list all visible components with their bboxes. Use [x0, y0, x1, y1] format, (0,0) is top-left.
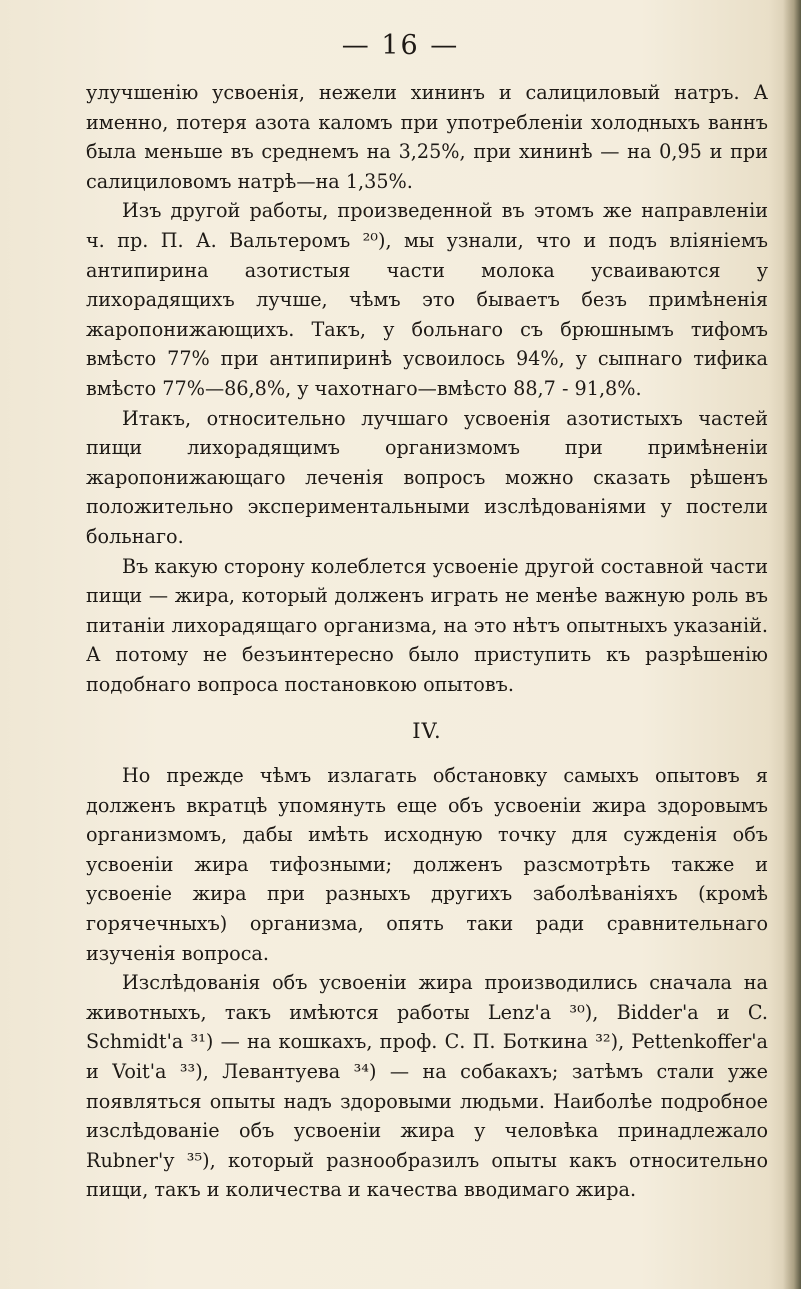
paragraph: улучшенію усвоенія, нежели хининъ и салициловый натръ. А именно, потеря азота каломъ при употребленіи холодныхъ ваннъ была меньше въ среднемъ на 3,25%, при хининѣ — на 0,95 и при салициловомъ натрѣ—на 1,35%.	[86, 81, 768, 193]
page-number: — 16 —	[341, 30, 460, 61]
section-heading: IV.	[412, 719, 442, 744]
body-text	[86, 78, 768, 1205]
paragraph: Въ какую сторону колеблется усвоеніе другой составной части пищи — жира, который долженъ играть не менѣе важную роль въ питаніи лихорадящаго организма, на это нѣтъ опытныхъ указаній. А потому не безъинтересно было приступить къ разрѣшенію подобнаго вопроса постановкою опытовъ.	[86, 554, 769, 696]
paragraph: Но прежде чѣмъ излагать обстановку самыхъ опытовъ я долженъ вкратцѣ упомянуть еще объ усвоеніи жира здоровымъ организмомъ, дабы имѣть исходную точку для сужденія объ усвоеніи жира тифозными; долженъ разсмотрѣть также и усвоеніе жира при разныхъ другихъ заболѣваніяхъ (кромѣ горячечныхъ) организма, опять таки ради сравнительнаго изученія вопроса.	[86, 764, 768, 965]
paragraph: Изслѣдованія объ усвоеніи жира производились сначала на животныхъ, такъ имѣются работы Lenz'a ³⁰), Bidder'a и C. Schmidt'a ³¹) — на кошкахъ, проф. С. П. Боткина ³²), Pettenkoffer'a и Voit'a ³³), Левантуева ³⁴) — на собакахъ; затѣмъ стали уже появляться опыты надъ здоровыми людьми. Наиболѣе подробное изслѣдованіе объ усвоеніи жира у человѣка принадлежало Rubner'у ³⁵), который разнообразилъ опыты какъ относительно пищи, такъ и количества и качества вводимаго жира.	[86, 971, 768, 1202]
page-edge-shadow	[783, 0, 801, 1289]
paragraph: Изъ другой работы, произведенной въ этомъ же направленіи ч. пр. П. А. Вальтеромъ ²⁰), мы узнали, что и подъ вліяніемъ антипирина азотистыя части молока усваиваются у лихорадящихъ лучше, чѣмъ это бываетъ безъ примѣненія жаропонижающихъ. Такъ, у больнаго съ брюшнымъ тифомъ вмѣсто 77% при антипиринѣ усвоилось 94%, у сыпнаго тифика вмѣсто 77%—86,8%, у чахотнаго—вмѣсто 88,7 - 91,8%.	[86, 199, 768, 400]
paragraph: Итакъ, относительно лучшаго усвоенія азотистыхъ частей пищи лихорадящимъ организмомъ при примѣненіи жаропонижающаго леченія вопросъ можно сказать рѣшенъ положительно экспериментальными изслѣдованіями у постели больнаго.	[86, 406, 768, 548]
